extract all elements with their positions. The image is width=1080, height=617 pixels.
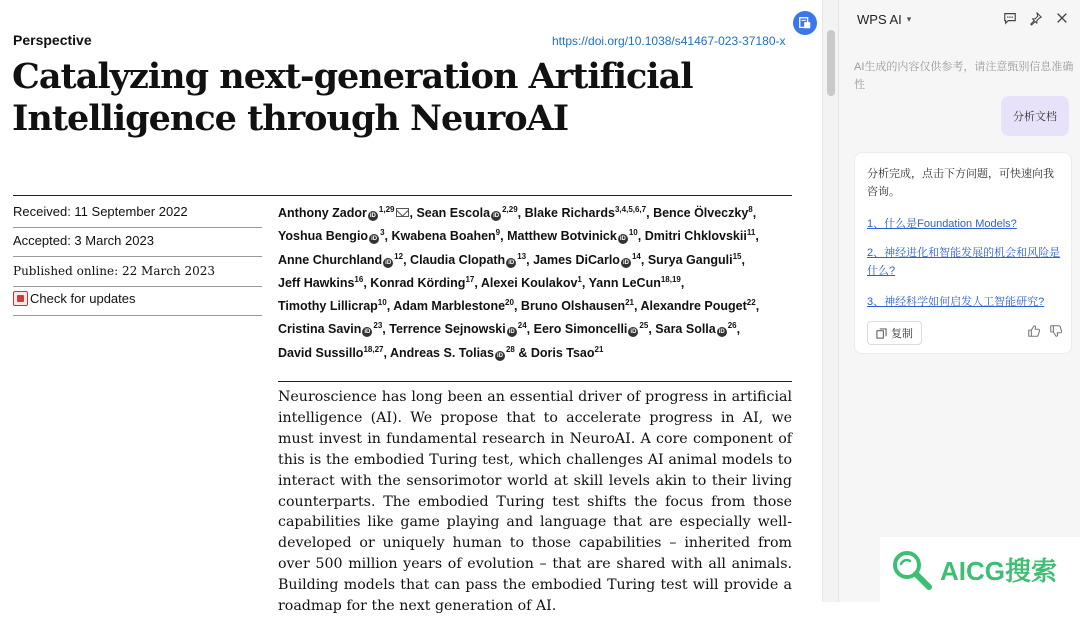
author-name-text: David Sussillo	[278, 345, 364, 360]
suggested-question-1[interactable]: 1、什么是Foundation Models?	[867, 218, 1017, 230]
title-line-2: Intelligence through NeuroAI	[12, 98, 569, 139]
orcid-icon[interactable]: iD	[622, 259, 629, 266]
orcid-icon[interactable]: iD	[718, 329, 725, 336]
author-name	[481, 276, 586, 290]
author-name-text: Anne Churchland	[278, 252, 383, 267]
author-name	[390, 346, 527, 360]
meta-divider	[13, 286, 262, 287]
author-separator: ,	[581, 275, 586, 290]
author-separator: ,	[386, 299, 391, 314]
author-name	[648, 253, 745, 267]
author-separator: ,	[383, 345, 387, 360]
chat-history-icon[interactable]	[1002, 10, 1018, 26]
panel-title-dropdown[interactable]	[857, 12, 911, 27]
author-name	[278, 229, 388, 243]
author-name-text: Blake Richards	[524, 206, 615, 221]
affiliation-superscript: 3,4,5,6,7	[614, 205, 647, 214]
affiliation-superscript: 10	[628, 228, 638, 238]
author-name	[416, 206, 521, 220]
author-separator: ,	[526, 322, 531, 337]
affiliation-superscript: 26	[727, 321, 737, 331]
author-separator: ,	[640, 252, 645, 267]
abstract-text: Neuroscience has long been an essential driver of progress in artificial intelligence (AI). We propose that to accelerate progress in AI, we must invest in fundamental research in NeuroAI. A core component of this is the embodied Turing test, which challenges AI animal models to interact with the sensorimotor world at skill levels akin to their living counterparts. The embodied Turing test shifts the focus from those capabilities like game playing and language that are especially well-developed or uniquely human to those capabilities – inherited from over 500 million years of evolution – that are shared with all animals. Building models that can pass the embodied Turing test will provide a roadmap for the next generation of AI.	[278, 389, 792, 615]
affiliation-superscript: 20	[505, 298, 514, 307]
author-separator: ,	[755, 299, 760, 314]
affiliation-superscript: 10	[377, 298, 387, 307]
document-translate-icon	[798, 16, 812, 30]
thumbs-down-icon[interactable]	[1049, 324, 1063, 343]
author-name	[278, 346, 387, 360]
close-icon[interactable]	[1054, 10, 1070, 26]
author-name-text: Sara Solla	[655, 322, 716, 337]
accepted-date: Accepted: 3 March 2023	[13, 233, 154, 248]
ai-response-text: 分析完成，点击下方问题，可快速向我咨询。	[867, 168, 1054, 198]
author-name-text: Anthony Zador	[278, 206, 367, 221]
author-name	[410, 253, 530, 267]
orcid-icon[interactable]: iD	[385, 259, 392, 266]
crossmark-icon	[13, 291, 28, 306]
orcid-icon[interactable]: iD	[371, 236, 378, 243]
author-name-text: Andreas S. Tolias	[389, 345, 494, 360]
check-for-updates-link[interactable]	[13, 291, 136, 306]
affiliation-superscript: 11	[746, 228, 756, 238]
ai-response-card	[854, 152, 1072, 354]
header-rule	[13, 195, 792, 196]
author-name	[521, 299, 638, 313]
copy-button[interactable]	[867, 321, 922, 345]
affiliation-superscript: 21	[625, 298, 635, 307]
orcid-icon[interactable]: iD	[619, 236, 626, 243]
author-name-text: James DiCarlo	[533, 252, 620, 267]
author-name-text: Dmitri Chklovskii	[644, 229, 747, 244]
author-separator: ,	[513, 299, 518, 314]
author-name-text: Timothy Lillicrap	[278, 299, 378, 314]
author-name	[589, 276, 685, 290]
orcid-icon[interactable]: iD	[508, 329, 515, 336]
author-separator: ,	[363, 275, 367, 290]
author-name-text: Doris Tsao	[530, 345, 595, 360]
author-name-text: Eero Simoncelli	[533, 322, 628, 337]
author-name-text: Cristina Savin	[278, 322, 362, 337]
orcid-icon[interactable]: iD	[508, 259, 515, 266]
author-name	[389, 322, 530, 336]
affiliation-superscript: 18,27	[363, 344, 384, 354]
author-name-text: Sean Escola	[416, 206, 491, 221]
author-separator: ,	[403, 252, 407, 267]
suggested-question-3[interactable]: 3、神经科学如何启发人工智能研究?	[867, 296, 1045, 308]
orcid-icon[interactable]: iD	[493, 213, 500, 220]
article-type: Perspective	[13, 32, 92, 48]
author-name-text: Yann LeCun	[588, 275, 661, 290]
author-name	[370, 276, 478, 290]
author-separator: ,	[409, 206, 413, 221]
panel-title: WPS AI	[857, 12, 902, 27]
author-name	[391, 229, 503, 243]
affiliation-superscript: 24	[517, 321, 527, 331]
author-separator: &	[514, 345, 528, 360]
author-name-text: Bence Ölveczky	[653, 206, 749, 221]
affiliation-superscript: 12	[394, 251, 404, 261]
wps-ai-panel	[838, 0, 1080, 602]
orcid-icon[interactable]: iD	[369, 213, 376, 220]
author-name-text: Matthew Botvinick	[507, 229, 617, 244]
author-separator: ,	[526, 252, 530, 267]
author-name	[525, 206, 650, 220]
author-name	[507, 229, 641, 243]
doi-link[interactable]: https://doi.org/10.1038/s41467-023-37180-x	[552, 34, 786, 48]
watermark-text: AICG搜索	[940, 556, 1058, 586]
affiliation-superscript: 28	[505, 344, 515, 354]
scrollbar-thumb[interactable]	[827, 30, 835, 96]
author-name-text: Terrence Sejnowski	[389, 322, 506, 337]
copy-icon	[876, 328, 887, 339]
affiliation-superscript: 17	[465, 274, 475, 284]
affiliation-superscript: 21	[594, 344, 604, 354]
author-separator: ,	[382, 322, 386, 337]
affiliation-superscript: 1	[577, 274, 582, 284]
author-separator: ,	[384, 229, 388, 244]
published-date: Published online: 22 March 2023	[13, 264, 216, 278]
author-name-text: Yoshua Bengio	[278, 229, 369, 244]
orcid-icon[interactable]: iD	[496, 352, 503, 359]
author-name-text: Jeff Hawkins	[278, 275, 355, 290]
author-separator: ,	[752, 206, 757, 221]
author-name-text: Bruno Olshausen	[520, 299, 626, 314]
author-name-text: Alexei Koulakov	[480, 275, 578, 290]
author-separator: ,	[637, 229, 642, 244]
author-list	[278, 200, 798, 363]
meta-divider	[13, 227, 262, 228]
author-name-text: Konrad Körding	[370, 275, 466, 290]
author-name	[278, 206, 413, 220]
affiliation-superscript: 14	[631, 251, 641, 261]
meta-divider	[13, 315, 262, 316]
author-separator: ,	[517, 206, 522, 221]
author-name-text: Surya Ganguli	[647, 252, 733, 267]
author-name-text: Kwabena Boahen	[391, 229, 496, 244]
author-separator: ,	[500, 229, 504, 244]
author-name	[534, 322, 652, 336]
affiliation-superscript: 18,19	[660, 274, 681, 284]
affiliation-superscript: 16	[354, 274, 364, 284]
author-separator: ,	[648, 322, 652, 337]
affiliation-superscript: 13	[517, 251, 527, 261]
author-name	[653, 206, 756, 220]
author-name	[278, 322, 386, 336]
mail-icon[interactable]	[396, 208, 409, 217]
affiliation-superscript: 22	[746, 298, 756, 307]
magnifier-logo-icon	[890, 548, 934, 592]
thumbs-up-icon[interactable]	[1027, 324, 1041, 343]
author-separator: ,	[755, 229, 759, 244]
orcid-icon[interactable]: iD	[364, 329, 371, 336]
orcid-icon[interactable]: iD	[630, 329, 637, 336]
meta-divider	[13, 256, 262, 257]
ai-disclaimer: AI生成的内容仅供参考，请注意甄别信息准确性	[854, 61, 1074, 91]
affiliation-superscript: 2,29	[502, 205, 518, 214]
affiliation-superscript: 8	[748, 205, 753, 214]
author-name-text: Alexandre Pouget	[640, 299, 747, 314]
affiliation-superscript: 25	[639, 321, 649, 331]
check-for-updates-label: Check for updates	[30, 291, 136, 306]
abstract-rule	[278, 381, 792, 382]
author-name	[641, 299, 760, 313]
suggested-question-2[interactable]: 2、神经进化和智能发展的机会和风险是什么?	[867, 247, 1061, 277]
document-tool-button[interactable]	[793, 11, 817, 35]
author-name	[278, 253, 407, 267]
affiliation-superscript: 9	[495, 228, 501, 238]
author-name-text: Claudia Clopath	[410, 252, 506, 267]
document-scrollbar[interactable]	[822, 0, 838, 602]
copy-label: 复制	[891, 328, 913, 340]
author-separator: ,	[736, 322, 741, 337]
author-name-text: Adam Marblestone	[393, 299, 506, 314]
affiliation-superscript: 3	[380, 228, 385, 238]
affiliation-superscript: 23	[373, 321, 383, 331]
article-title	[12, 56, 712, 140]
author-separator: ,	[646, 206, 650, 221]
author-name	[531, 346, 604, 360]
pin-icon[interactable]	[1028, 10, 1044, 26]
affiliation-superscript: 1,29	[378, 205, 395, 214]
affiliation-superscript: 15	[732, 251, 742, 261]
author-separator: ,	[474, 275, 478, 290]
title-line-1: Catalyzing next-generation Artificial	[12, 56, 693, 97]
author-name	[278, 299, 390, 313]
received-date: Received: 11 September 2022	[13, 204, 188, 219]
author-separator: ,	[680, 275, 685, 290]
user-message-bubble: 分析文档	[1001, 96, 1069, 136]
chevron-down-icon: ▾	[906, 14, 912, 24]
author-name	[393, 299, 517, 313]
author-name	[645, 229, 759, 243]
author-name	[655, 322, 740, 336]
author-separator: ,	[634, 299, 638, 314]
author-separator: ,	[741, 252, 745, 267]
author-name	[533, 253, 644, 267]
watermark	[880, 537, 1080, 602]
author-name	[278, 276, 367, 290]
